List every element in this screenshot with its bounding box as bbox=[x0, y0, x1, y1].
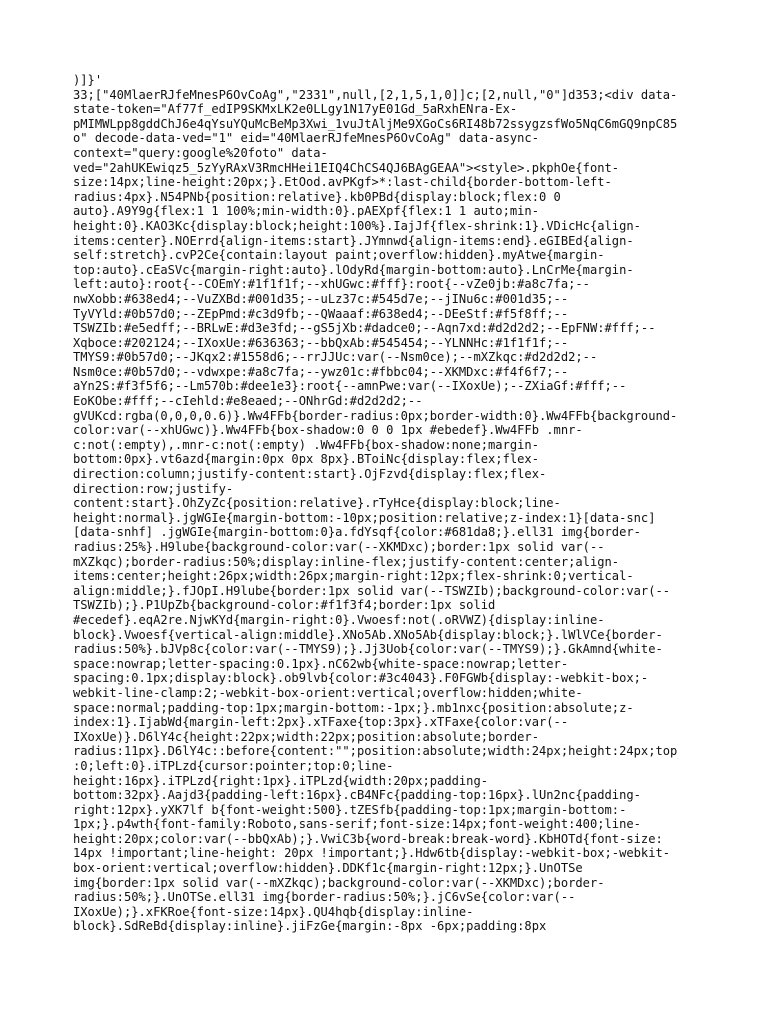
text-line: img{border:1px solid var(--mXZkqc);background-color:var(--XKMDxc);border- bbox=[73, 875, 605, 890]
text-line: radius:25%}.H9lube{background-color:var(--XKMDxc);border:1px solid var(-- bbox=[73, 540, 605, 554]
text-line: block}.SdReBd{display:inline}.jiFzGe{margin:-8px -6px;padding:8px bbox=[73, 919, 547, 934]
text-line: Nsm0ce:#0b57d0;--vdwxpe:#a8c7fa;--ywz01c:#fbbc04;--XKMDxc:#f4f6f7;-- bbox=[73, 364, 569, 379]
text-line: height:normal}.jgWGIe{margin-bottom:-10px;position:relative;z-index:1}[data-snc] bbox=[73, 510, 656, 525]
text-line: items:center;height:26px;width:26px;margin-right:12px;flex-shrink:0;vertical- bbox=[73, 569, 634, 584]
text-line: height:20px;color:var(--bbQxAb);}.VwiC3b{word-break:break-word}.KbHOTd{font-size: bbox=[73, 831, 663, 846]
text-line: #ecedef}.eqA2re.NjwKYd{margin-right:0}.Vwoesf:not(.oRVWZ){display:inline- bbox=[73, 612, 605, 627]
text-line: TSWZIb:#e5edff;--BRLwE:#d3e3fd;--gS5jXb:#dadce0;--Aqn7xd:#d2d2d2;--EpFNW:#fff;-- bbox=[73, 321, 656, 336]
text-line: radius:50%;}.UnOTSe.ell31 img{border-radius:50%;}.jC6vSe{color:var(-- bbox=[73, 890, 576, 905]
text-line: top:auto}.cEaSVc{margin-right:auto}.lOdyRd{margin-bottom:auto}.LnCrMe{margin- bbox=[73, 262, 634, 277]
text-line: direction:row;justify- bbox=[73, 481, 234, 496]
text-line: webkit-line-clamp:2;-webkit-box-orient:vertical;overflow:hidden;white- bbox=[73, 685, 583, 700]
text-line: Xqboce:#202124;--IXoxUe:#636363;--bbQxAb:#545454;--YLNNHc:#1f1f1f;-- bbox=[73, 335, 569, 350]
text-line: space:normal;padding-top:1px;margin-bottom:-1px;}.mb1nxc{position:absolute;z- bbox=[73, 700, 634, 715]
text-line: mXZkqc);border-radius:50%;display:inline-flex;justify-content:center;align- bbox=[73, 554, 620, 569]
text-line: items:center}.NOErrd{align-items:start}.JYmnwd{align-items:end}.eGIBEd{align- bbox=[73, 233, 634, 248]
text-line: size:14px;line-height:20px;}.EtOod.avPKgf>*:last-child{border-bottom-left- bbox=[73, 175, 612, 190]
text-line: self:stretch}.cvP2Ce{contain:layout paint;overflow:hidden}.myAtwe{margin- bbox=[73, 248, 605, 263]
text-line: spacing:0.1px;display:block}.ob9lvb{color:#3c4043}.F0FGWb{display:-webkit-box;- bbox=[73, 671, 649, 686]
text-line: radius:11px}.D6lY4c::before{content:"";position:absolute;width:24px;height:24px;top bbox=[73, 744, 678, 759]
text-line: align:middle;}.fJOpI.H9lube{border:1px solid var(--TSWZIb);background-color:var(-- bbox=[73, 583, 671, 598]
text-line: block}.Vwoesf{vertical-align:middle}.XNo5Ab.XNo5Ab{display:block;}.lWlVCe{border- bbox=[73, 627, 663, 642]
text-line: TMYS9:#0b57d0;--JKqx2:#1558d6;--rrJJUc:var(--Nsm0ce);--mXZkqc:#d2d2d2;-- bbox=[73, 350, 598, 365]
text-line: 33;["40MlaerRJfeMnesP6OvCoAg","2331",null,[2,1,5,1,0]]c;[2,null,"0"]d353;<div data- bbox=[73, 87, 678, 102]
text-line: state-token="Af77f_edIP9SKMxLK2e0LLgy1N17yE01Gd_5aRxhENra-Ex- bbox=[73, 102, 518, 117]
text-line: )]}' bbox=[73, 73, 103, 87]
text-line: bottom:0px}.vt6azd{margin:0px 0px 8px}.BToiNc{display:flex;flex- bbox=[73, 452, 539, 467]
text-line: c:not(:empty),.mnr-c:not(:empty) .Ww4FFb{box-shadow:none;margin- bbox=[73, 437, 539, 452]
text-line: TSWZIb);}.P1UpZb{background-color:#f1f3f4;border:1px solid bbox=[73, 598, 496, 613]
text-line: gVUKcd:rgba(0,0,0,0.6)}.Ww4FFb{border-radius:0px;border-width:0}.Ww4FFb{background- bbox=[73, 408, 678, 423]
text-line: IXoxUe);}.xFKRoe{font-size:14px}.QU4hqb{display:inline- bbox=[73, 904, 474, 919]
text-line: height:16px}.iTPLzd{right:1px}.iTPLzd{width:20px;padding- bbox=[73, 773, 489, 788]
text-line: space:nowrap;letter-spacing:0.1px}.nC62wb{white-space:nowrap;letter- bbox=[73, 656, 569, 671]
text-line: index:1}.IjabWd{margin-left:2px}.xTFaxe{top:3px}.xTFaxe{color:var(-- bbox=[73, 715, 569, 730]
text-line: nwXobb:#638ed4;--VuZXBd:#001d35;--uLz37c:#545d7e;--jINu6c:#001d35;-- bbox=[73, 291, 569, 306]
text-line: :0;left:0}.iTPLzd{cursor:pointer;top:0;line- bbox=[73, 758, 394, 773]
text-line: o" decode-data-ved="1" eid="40MlaerRJfeMnesP6OvCoAg" data-async- bbox=[73, 131, 539, 146]
text-line: aYn2S:#f3f5f6;--Lm570b:#dee1e3}:root{--amnPwe:var(--IXoxUe);--ZXiaGf:#fff;-- bbox=[73, 379, 627, 394]
text-line: radius:4px}.N54PNb{position:relative}.kb0PBd{display:block;flex:0 0 bbox=[73, 189, 561, 204]
text-line: EoKObe:#fff;--cIehld:#e8eaed;--ONhrGd:#d2d2d2;-- bbox=[73, 394, 423, 409]
text-line: height:0}.KAO3Kc{display:block;height:100%}.IajJf{flex-shrink:1}.VDicHc{align- bbox=[73, 218, 641, 233]
text-line: ved="2ahUKEwiqz5_5zYyRAxV3RmcHHei1EIQ4ChCS4QJ6BAgGEAA"><style>.pkphOe{font- bbox=[73, 160, 620, 175]
text-line: content:start}.OhZyZc{position:relative}.rTyHce{display:block;line- bbox=[73, 496, 561, 511]
raw-response-text bbox=[73, 73, 713, 934]
text-line: right:12px}.yXK7lf b{font-weight:500}.tZESfb{padding-top:1px;margin-bottom:- bbox=[73, 802, 627, 817]
text-line: bottom:32px}.Aajd3{padding-left:16px}.cB4NFc{padding-top:16px}.lUn2nc{padding- bbox=[73, 788, 641, 803]
text-line: direction:column;justify-content:start}.OjFzvd{display:flex;flex- bbox=[73, 467, 547, 482]
text-line: [data-snhf] .jgWGIe{margin-bottom:0}a.fdYsqf{color:#681da8;}.ell31 img{border- bbox=[73, 525, 641, 540]
text-line: TyVYld:#0b57d0;--ZEpPmd:#c3d9fb;--QWaaaf:#638ed4;--DEeStf:#f5f8ff;-- bbox=[73, 306, 569, 321]
text-line: 1px;}.p4wth{font-family:Roboto,sans-serif;font-size:14px;font-weight:400;line- bbox=[73, 817, 641, 832]
text-line: left:auto}:root{--COEmY:#1f1f1f;--xhUGwc:#fff}:root{--vZe0jb:#a8c7fa;-- bbox=[73, 277, 590, 292]
text-line: context="query:google%20foto" data- bbox=[73, 145, 328, 160]
text-line: 14px !important;line-height: 20px !important;}.Hdw6tb{display:-webkit-box;-webkit- bbox=[73, 846, 671, 861]
text-line: color:var(--xhUGwc)}.Ww4FFb{box-shadow:0 0 0 1px #ebedef}.Ww4FFb .mnr- bbox=[73, 423, 583, 438]
text-line: IXoxUe)}.D6lY4c{height:22px;width:22px;position:absolute;border- bbox=[73, 729, 539, 744]
text-line: box-orient:vertical;overflow:hidden}.DDKf1c{margin-right:12px;}.UnOTSe bbox=[73, 861, 583, 876]
text-line: radius:50%}.bJVp8c{color:var(--TMYS9);}.Jj3Uob{color:var(--TMYS9);}.GkAmnd{white- bbox=[73, 642, 663, 657]
text-line: auto}.A9Y9g{flex:1 1 100%;min-width:0}.pAEXpf{flex:1 1 auto;min- bbox=[73, 204, 539, 219]
text-line: pMIMWLpp8gddChJ6e4qYsuYQuMcBeMp3Xwi_1vuJtAljMe9XGoCs6RI48b72ssygzsfWo5NqC6mGQ9npC85 bbox=[73, 116, 678, 131]
